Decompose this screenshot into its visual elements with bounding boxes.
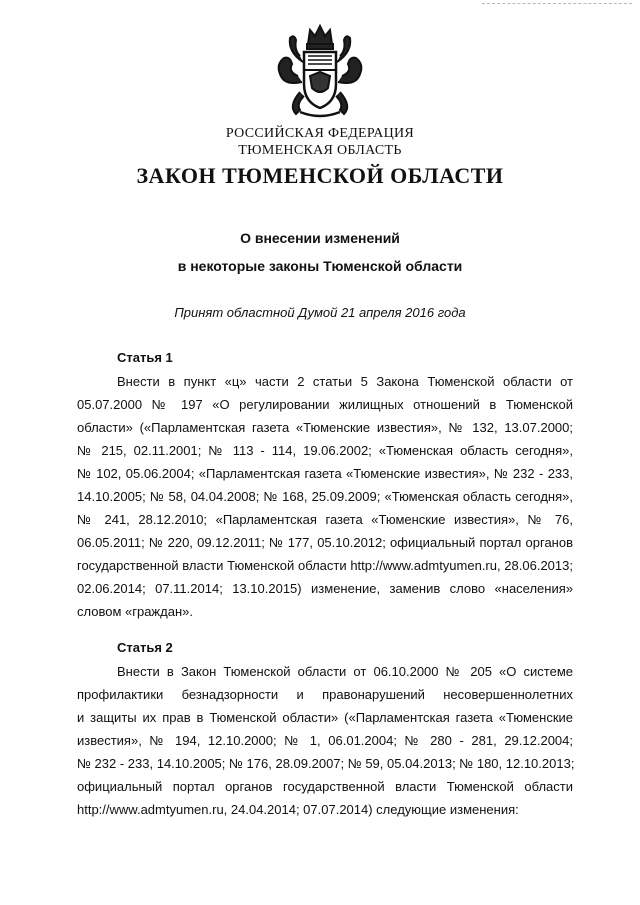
article1-line: № 241, 28.12.2010; «Парламентская газета «Тюменские известия», № 76,	[77, 512, 573, 527]
article2-line: профилактики безнадзорности и правонарушений несовершеннолетних	[77, 687, 573, 702]
article1-line: 05.07.2000 № 197 «О регулировании жилищных отношений в Тюменской	[77, 397, 573, 412]
tyumen-coat-of-arms-icon	[270, 22, 370, 122]
federation-heading: РОССИЙСКАЯ ФЕДЕРАЦИЯ	[225, 126, 415, 141]
law-title: ЗАКОН ТЮМЕНСКОЙ ОБЛАСТИ	[136, 163, 504, 188]
article1-line: области» («Парламентская газета «Тюменские известия», № 132, 13.07.2000;	[77, 420, 573, 435]
article2-line: известия», № 194, 12.10.2000; № 1, 06.01.2004; № 280 - 281, 29.12.2004;	[77, 733, 573, 748]
article2-line: официальный портал органов государственной власти Тюменской области	[77, 779, 573, 794]
document-title-line1: О внесении изменений	[240, 230, 400, 246]
article2-line: и защиты их прав в Тюменской области» («Парламентская газета «Тюменские	[77, 710, 573, 725]
article1-line: № 102, 05.06.2004; «Парламентская газета «Тюменские известия», № 232 - 233,	[77, 466, 573, 481]
article1-line: словом «граждан».	[77, 604, 193, 619]
article1-line: 14.10.2005; № 58, 04.04.2008; № 168, 25.09.2009; «Тюменская область сегодня»,	[77, 489, 573, 504]
article2-line: http://www.admtyumen.ru, 24.04.2014; 07.07.2014) следующие изменения:	[77, 802, 519, 817]
article1-line: № 215, 02.11.2001; № 113 - 114, 19.06.2002; «Тюменская область сегодня»,	[77, 443, 573, 458]
scan-top-line	[482, 3, 632, 4]
article2-line: Внести в Закон Тюменской области от 06.10.2000 № 205 «О системе	[117, 664, 573, 679]
article1-line: 06.05.2011; № 220, 09.12.2011; № 177, 05.10.2012; официальный портал органов	[77, 535, 573, 550]
adoption-date: Принят областной Думой 21 апреля 2016 года	[174, 305, 466, 320]
region-heading: ТЮМЕНСКАЯ ОБЛАСТЬ	[238, 143, 402, 158]
article1-line: 02.06.2014; 07.11.2014; 13.10.2015) изменение, заменив слово «населения»	[77, 581, 573, 596]
article2-heading: Статья 2	[117, 640, 173, 655]
document-title-line2: в некоторые законы Тюменской области	[177, 258, 463, 274]
article1-heading: Статья 1	[117, 350, 173, 365]
article1-line: государственной власти Тюменской области http://www.admtyumen.ru, 28.06.2013;	[77, 558, 573, 573]
article1-line: Внести в пункт «ц» части 2 статьи 5 Закона Тюменской области от	[117, 374, 573, 389]
article2-line: № 232 - 233, 14.10.2005; № 176, 28.09.2007; № 59, 05.04.2013; № 180, 12.10.2013;	[77, 756, 575, 771]
